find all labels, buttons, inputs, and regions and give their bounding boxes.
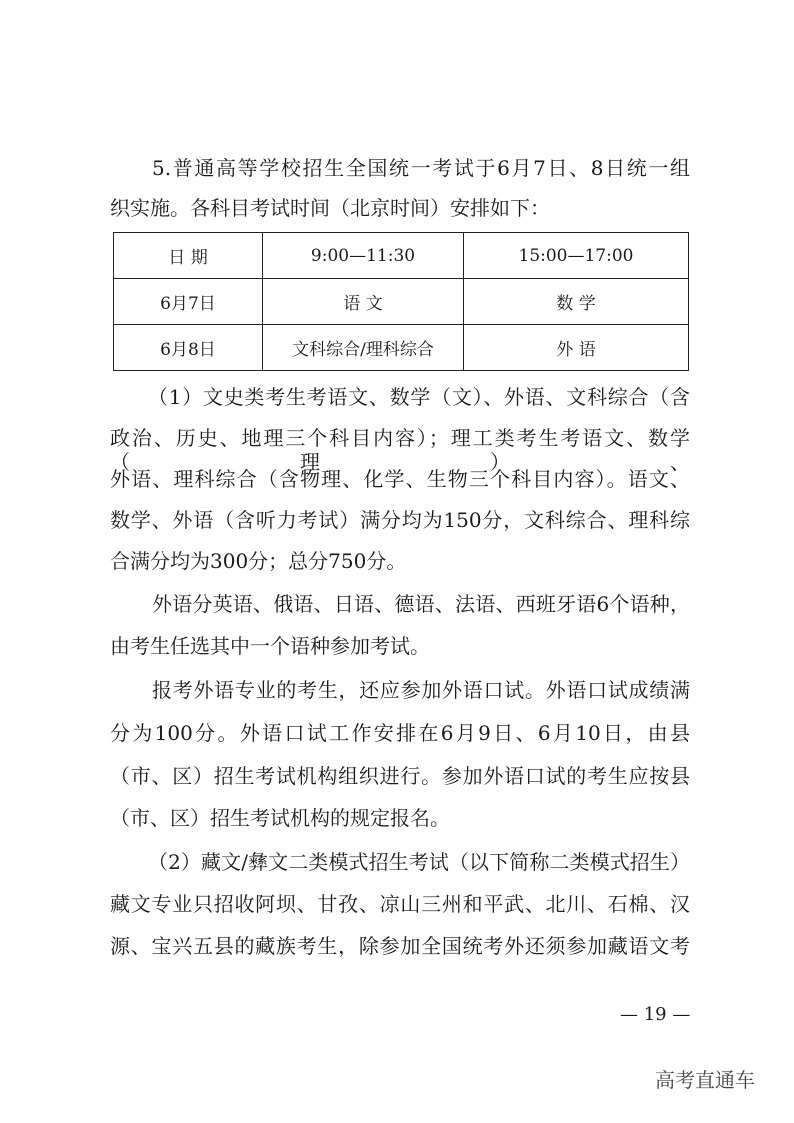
table-cell: 语 文 <box>263 279 464 325</box>
text-line: 分为100分。外语口试工作安排在6月9日、6月10日，由县 <box>110 721 690 745</box>
table-header-row <box>114 233 689 279</box>
table-cell: 6月7日 <box>114 279 263 325</box>
text-line: （市、区）招生考试机构的规定报名。 <box>110 806 450 830</box>
text-line: 织实施。各科目考试时间（北京时间）安排如下： <box>110 196 550 220</box>
text-line: 源、宝兴五县的藏族考生，除参加全国统考外还须参加藏语文考 <box>110 934 690 958</box>
table-row <box>114 279 689 325</box>
text-line: 数学、外语（含听力考试）满分均为150分，文科综合、理科综 <box>110 508 690 532</box>
text-line: （1）文史类考生考语文、数学（文）、外语、文科综合（含 <box>148 385 690 409</box>
text-line: 5.普通高等学校招生全国统一考试于6月7日、8日统一组 <box>152 156 690 180</box>
header-cell: 15:00—17:00 <box>464 233 689 279</box>
table-cell: 数 学 <box>464 279 689 325</box>
text-line: （2）藏文/彝文二类模式招生考试（以下简称二类模式招生） <box>148 850 690 874</box>
table-cell: 文科综合/理科综合 <box>263 325 464 371</box>
text-line: 由考生任选其中一个语种参加考试。 <box>110 634 430 658</box>
exam-schedule-table <box>113 232 689 371</box>
watermark: 高考直通车 <box>655 1068 755 1092</box>
table-row <box>114 325 689 371</box>
text-line: 外语、理科综合（含物理、化学、生物三个科目内容）。语文、 <box>110 467 690 491</box>
header-cell: 日 期 <box>114 233 263 279</box>
text-line: 报考外语专业的考生，还应参加外语口试。外语口试成绩满 <box>152 678 690 702</box>
text-line: （市、区）招生考试机构组织进行。参加外语口试的考生应按县 <box>110 764 690 788</box>
table-cell: 外 语 <box>464 325 689 371</box>
text-line: 合满分均为300分；总分750分。 <box>110 549 407 573</box>
page-number: — 19 — <box>620 1004 691 1025</box>
text-line: 藏文专业只招收阿坝、甘孜、凉山三州和平武、北川、石棉、汉 <box>110 892 690 916</box>
text-line: 外语分英语、俄语、日语、德语、法语、西班牙语6个语种， <box>152 592 690 616</box>
table-cell: 6月8日 <box>114 325 263 371</box>
header-cell: 9:00—11:30 <box>263 233 464 279</box>
text-line: 政治、历史、地理三个科目内容）；理工类考生考语文、数学（理）、 <box>110 426 690 474</box>
